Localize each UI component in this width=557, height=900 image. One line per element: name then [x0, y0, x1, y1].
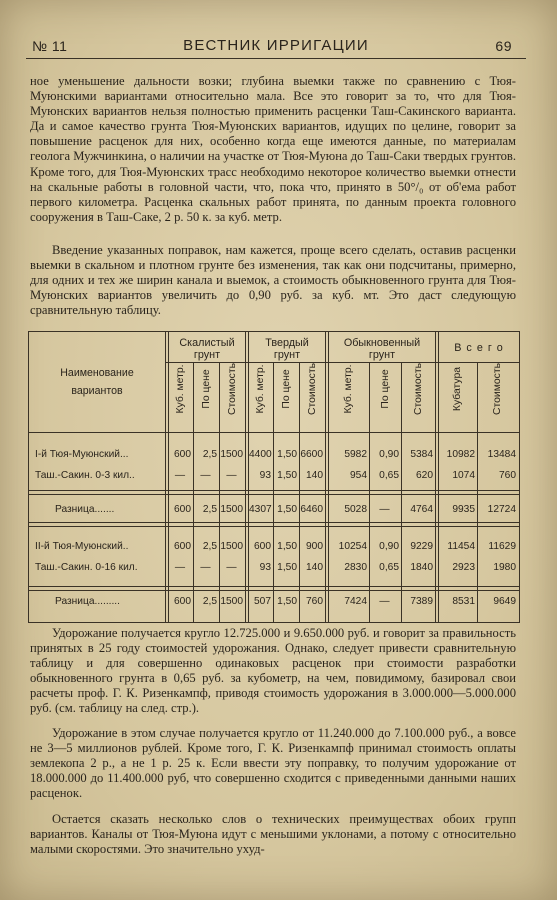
col-rule-group: [435, 332, 436, 622]
table-cell: 760: [499, 470, 516, 481]
table-cell: 1,50: [277, 504, 297, 515]
table-name-header: Наименование вариантов: [60, 367, 134, 397]
group-header-rocky: Скалистый грунт: [179, 337, 235, 361]
column-subheader: По цене: [280, 369, 292, 409]
column-subheader: По цене: [379, 369, 391, 409]
table-rule-diff1-top: [29, 490, 519, 491]
table-cell: 4307: [249, 504, 272, 515]
paragraph-5: [30, 812, 516, 857]
table-cell: 1,50: [277, 449, 297, 460]
col-rule: [369, 362, 370, 622]
column-subheader: Стоимость: [306, 362, 318, 416]
table-cell: 620: [416, 470, 433, 481]
table-cell: 600: [174, 541, 191, 552]
table-cell: 140: [306, 470, 323, 481]
table-cell: —: [174, 470, 186, 481]
paragraph-1: [30, 74, 516, 225]
col-rule: [401, 362, 402, 622]
col-rule: [219, 362, 220, 622]
column-subheader: Стоимость: [412, 362, 424, 416]
col-rule-group: [245, 332, 246, 622]
table-cell: 10982: [446, 449, 475, 460]
table-cell: 900: [306, 541, 323, 552]
row-name: II-й Тюя-Муюнский..: [35, 541, 129, 552]
table-cell: 9649: [493, 596, 516, 607]
table-cell: 6460: [300, 504, 323, 515]
paragraph-1-text: ное уменьшение дальности возки; глубина выемки также по сравнению с Тюя-Муюнскими вариантами относительно мала. Все это говорит за то, что для Тюя-Муюнских вариантов нельзя полностью применить расценки Таш-Сакинского варианта. Да и самое качество грунта Тюя-Муюнских вариантов, идущих по целине, говорит за повышение расценок для них, особенно когда еще имеются данные, по материалам геолога Мужчинкина, о наличии на участке от Тюя-Муюна до Таш-Саки твердых грунтов. Кроме того, для Тюя-Муюнских трасс необходимо некоторое количество выемки отнести на скальные работы в головной части, что, пока что, принято в 50°/₀ от об'ема работ первого километра. Расценка скальных работ принята, по данным проекта головного сооружения в Таш-Саке, 2 р. 50 к. за куб. метр.: [30, 74, 516, 224]
table-header-rule: [29, 432, 519, 433]
table-cell: 2923: [452, 562, 475, 573]
table-cell: 4400: [249, 449, 272, 460]
row-name: Разница.........: [55, 596, 120, 607]
table-cell: 93: [259, 470, 271, 481]
table-cell: 13484: [487, 449, 516, 460]
table-cell: 2,5: [202, 596, 217, 607]
page-header: [26, 36, 526, 59]
table-cell: 1,50: [277, 470, 297, 481]
table-cell: 600: [174, 596, 191, 607]
table-cell: —: [200, 562, 211, 573]
table-cell: 507: [254, 596, 271, 607]
paragraph-2: [30, 243, 516, 318]
col-rule: [273, 362, 274, 622]
table-cell: 6600: [300, 449, 323, 460]
col-rule: [477, 362, 478, 622]
issue-number: № 11: [32, 38, 68, 54]
table-cell: 5384: [410, 449, 433, 460]
table-cell: 5982: [344, 449, 367, 460]
table-cell: —: [226, 470, 237, 481]
table-cell: 1074: [452, 470, 475, 481]
paragraph-4: [30, 726, 516, 801]
column-subheader: Кубатура: [452, 366, 463, 412]
table-cell: 11629: [488, 541, 516, 552]
table-rule-diff2-top2: [29, 590, 519, 591]
table-cell: 1,50: [277, 596, 297, 607]
table-cell: 5028: [344, 504, 367, 515]
comparison-table: [28, 331, 520, 623]
table-cell: 760: [306, 596, 323, 607]
table-cell: 2,5: [202, 504, 217, 515]
col-rule: [299, 362, 300, 622]
col-rule: [193, 362, 194, 622]
table-cell: 0,90: [379, 541, 399, 552]
table-cell: 0,65: [379, 470, 399, 481]
table-cell: 600: [174, 449, 191, 460]
paragraph-5-text: Остается сказать несколько слов о технических преимуществах обоих групп вариантов. Каналы от Тюя-Муюна идут с меньшими уклонами, а потому с относительно малыми скоростями. Это значительно ухуд-: [30, 812, 516, 857]
row-name: I-й Тюя-Муюнский...: [35, 449, 129, 460]
page-number: 69: [495, 38, 512, 54]
table-cell: 4764: [410, 504, 433, 515]
column-subheader: Стоимость: [492, 362, 503, 416]
table-cell: 600: [174, 504, 191, 515]
table-cell: 1980: [493, 562, 516, 573]
table-cell: 12724: [487, 504, 516, 515]
column-subheader: Куб. метр.: [343, 364, 354, 414]
table-cell: 0,65: [379, 562, 399, 573]
table-cell: 2,5: [202, 541, 217, 552]
table-cell: 11454: [447, 541, 475, 552]
table-cell: 1500: [220, 541, 243, 552]
table-rule-diff1-bottom: [29, 522, 519, 523]
table-cell: 1500: [220, 596, 243, 607]
table-cell: 93: [259, 562, 271, 573]
table-cell: 0,90: [379, 449, 399, 460]
table-cell: 7389: [410, 596, 433, 607]
table-cell: 600: [254, 541, 271, 552]
column-subheader: Куб. метр.: [255, 364, 266, 414]
table-cell: 1500: [220, 504, 243, 515]
group-header-ordinary: Обыкновенный грунт: [343, 337, 421, 361]
table-rule-diff1-top2: [29, 494, 519, 495]
table-cell: —: [200, 470, 211, 481]
paragraph-3-text: Удорожание получается кругло 12.725.000 и 9.650.000 руб. и говорит за правильность принятых в 25 году стоимостей удорожания. Однако, следует привести сравнительную таблицу и для совершенно одинаковых расценок при стоимости разработки обыкновенного грунта в 0,65 руб. за кубометр, на чем, повидимому, базировал свои расчеты проф. Г. К. Ризенкампф, приводя стоимость удорожания в 3.000.000—5.000.000 руб. (см. таблицу на след. стр.).: [30, 626, 516, 716]
table-cell: —: [379, 596, 390, 607]
col-rule-group: [325, 332, 326, 622]
table-cell: —: [379, 504, 390, 515]
table-cell: —: [226, 562, 237, 573]
table-cell: 9229: [410, 541, 433, 552]
column-subheader: Куб. метр.: [175, 364, 186, 414]
table-rule-diff1-bottom2: [29, 526, 519, 527]
col-rule-name: [165, 332, 166, 622]
paragraph-3: [30, 626, 516, 717]
journal-title: ВЕСТНИК ИРРИГАЦИИ: [183, 37, 369, 54]
table-cell: 9935: [452, 504, 475, 515]
table-cell: —: [174, 562, 186, 573]
table-cell: 8531: [452, 596, 475, 607]
table-cell: 7424: [344, 596, 367, 607]
table-cell: 1,50: [277, 562, 297, 573]
table-cell: 954: [350, 470, 367, 481]
table-cell: 1,50: [277, 541, 297, 552]
paragraph-2-text: Введение указанных поправок, нам кажется, проще всего сделать, оставив расценки выемки в скальном и плотном грунте без изменения, так как они подсчитаны, примерно, для одних и тех же ширин канала и выемок, а стоимость обыкновенного грунта для Тюя-Муюнских вариантов увеличить до 0,90 руб. за куб. мт. Это даст следующую сравнительную таблицу.: [30, 243, 516, 318]
group-header-total: В с е г о: [454, 342, 504, 354]
table-cell: 1840: [410, 562, 433, 573]
column-subheader: Стоимость: [226, 362, 238, 416]
table-cell: 2,5: [202, 449, 217, 460]
table-rule-diff2-top: [29, 586, 519, 587]
group-header-hard: Твердый грунт: [265, 337, 309, 361]
table-cell: 1500: [220, 449, 243, 460]
row-name: Таш.-Сакин. 0-3 кил..: [35, 470, 135, 481]
row-name: Таш.-Сакин. 0-16 кил.: [35, 562, 138, 573]
table-cell: 140: [306, 562, 323, 573]
column-subheader: По цене: [200, 369, 212, 409]
row-name: Разница.......: [55, 504, 115, 515]
paragraph-4-text: Удорожание в этом случае получается кругло от 11.240.000 до 7.100.000 руб., а вовсе не 3—5 миллионов рублей. Кроме того, Г. К. Ризенкампф принимал стоимость оплаты землекопа 2 р., а не 1 р. 25 к. Если ввести эту поправку, то получим удорожание от 18.000.000 до 11.400.000 руб, что совершенно сходится с приведенными данными наших расценок.: [30, 726, 516, 801]
table-cell: 2830: [344, 562, 367, 573]
table-cell: 10254: [338, 541, 367, 552]
